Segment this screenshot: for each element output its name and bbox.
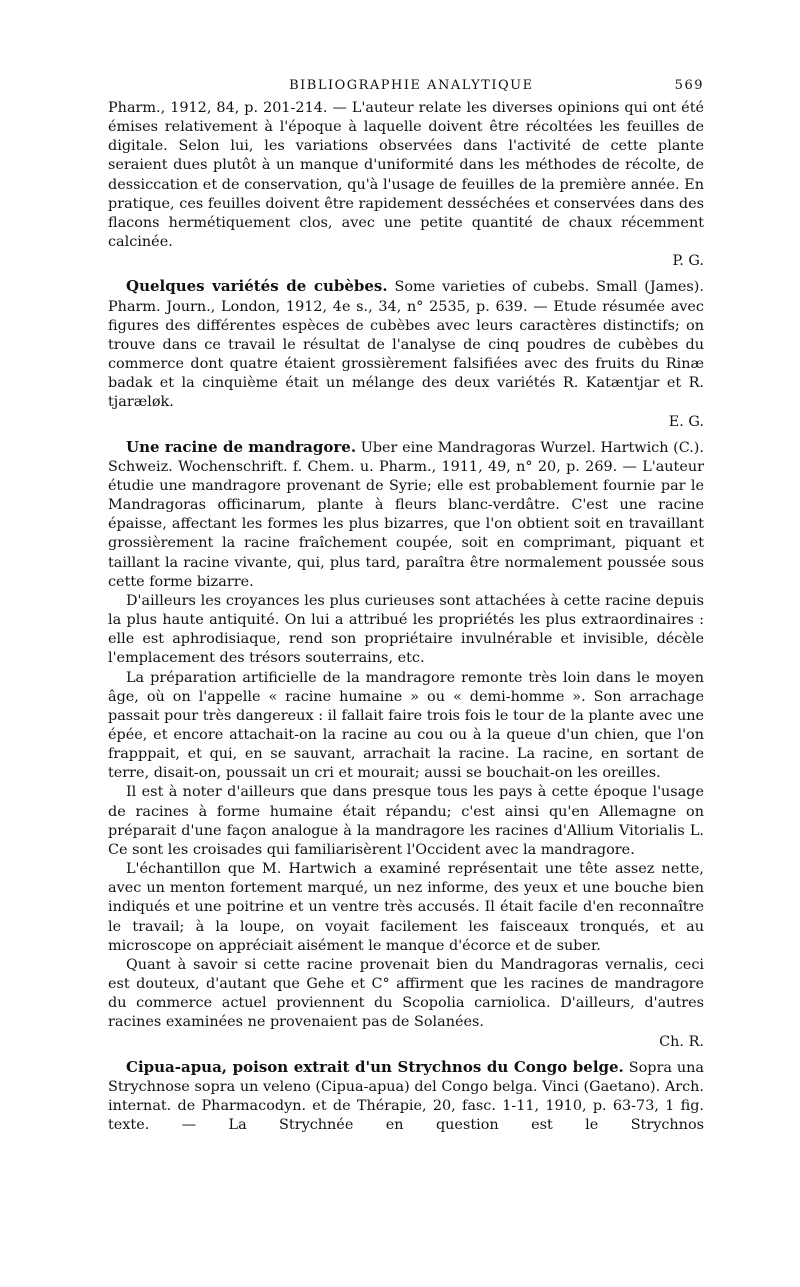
article-body xyxy=(108,99,704,1135)
entry-signature: E. G. xyxy=(668,413,704,430)
entry-mandragore xyxy=(108,438,704,1052)
entry-cipua-apua xyxy=(108,1058,704,1136)
entry-signature: P. G. xyxy=(672,253,704,270)
entry-paragraph: D'ailleurs les croyances les plus curieuses sont attachées à cette racine depuis la plus haute antiquité. On lui a attribué les propriétés les plus extraordinaires : elle est aphrodisiaque, rend son propriétaire invulnérable et invisible, décèle l'emplacement des trésors souterrains, etc. xyxy=(108,592,704,667)
entry-paragraph: Pharm., 1912, 84, p. 201-214. — L'auteur relate les diverses opinions qui ont été émises relativement à l'époque à laquelle doivent être récoltées les feuilles de digitale. Selon lui, les variations observées dans l'activité de cette plante seraient dues plutôt à un manque d'uniformité dans les méthodes de récolte, de dessiccation et de conservation, qu'à l'usage de feuilles de la première année. En pratique, ces feuilles doivent être rapidement desséchées et conservées dans des flacons hermétiquement clos, avec une petite quantité de chaux récemment calcinée. xyxy=(108,100,704,251)
entry-signature: Ch. R. xyxy=(659,1033,704,1050)
running-title: BIBLIOGRAPHIE ANALYTIQUE xyxy=(289,78,534,93)
entry-paragraph: Uber eine Mandragoras Wurzel. Hartwich (C.). Schweiz. Wochenschrift. f. Chem. u. Pharm., 1911, 49, n° 20, p. 269. — L'auteur étudie une mandragore provenant de Syrie; elle est probablement fournie par le Mandragoras officinarum, plante à fleurs blanc-verdâtre. C'est une racine épaisse, affectant les formes les plus bizarres, que l'on obtient soit en travaillant grossièrement la racine fraîchement coupée, soit en comprimant, piquant et taillant la racine vivante, qui, plus tard, paraîtra être normalement poussée sous cette forme bizarre. xyxy=(108,439,704,590)
page-number: 569 xyxy=(674,78,704,93)
running-header xyxy=(108,78,704,93)
entry-paragraph: L'échantillon que M. Hartwich a examiné représentait une tête assez nette, avec un menton fortement marqué, un nez informe, des yeux et une bouche bien indiqués et une poitrine et un ventre très accusés. Il était facile d'en reconnaître le travail; à la loupe, on voyait facilement les faisceaux tronqués, et au microscope on appréciait aisément le manque d'écorce et de suber. xyxy=(108,861,704,954)
entry-heading: Une racine de mandragore. xyxy=(126,437,357,456)
entry-body: Sopra una Strychnose sopra un veleno (Cipua-apua) del Congo belga. Vinci (Gaetano). Arch. internat. de Pharmacodyn. et de Thérapie, 20, fasc. 1-11, 1910, p. 63-73, 1 fig. texte. — La Strychnée en question est le Strychnos xyxy=(108,1059,705,1134)
entry-paragraph: La préparation artificielle de la mandragore remonte très loin dans le moyen âge, où on l'appelle « racine humaine » ou « demi-homme ». Son arrachage passait pour très dangereux : il fallait faire trois fois le tour de la plante avec une épée, et encore attachait-on la racine au cou ou à la queue d'un chien, que l'on frapppait, et qui, en se sauvant, arrachait la racine. La racine, en sortant de terre, disait-on, poussait un cri et mourait; aussi se bouchait-on les oreilles. xyxy=(108,669,704,782)
entry-body: Some varieties of cubebs. Small (James). Pharm. Journ., London, 1912, 4e s., 34, n° 2535, p. 639. — Etude résumée avec figures des différentes espèces de cubèbes avec leurs caractères distinctifs; on trouve dans ce travail le résultat de l'analyse de cinq poudres de cubèbes du commerce dont quatre étaient grossièrement falsifiées avec des fruits du Rinæ badak et la cinquième était un mélange des deux variétés R. Katæntjar et R. tjaræløk. xyxy=(108,279,704,411)
entry-paragraph: Il est à noter d'ailleurs que dans presque tous les pays à cette époque l'usage de racines à forme humaine était répandu; c'est ainsi qu'en Allemagne on préparait d'une façon analogue à la mandragore les racines d'Allium Vitorialis L. Ce sont les croisades qui familiarisèrent l'Occident avec la mandragore. xyxy=(108,784,704,858)
entry-heading: Quelques variétés de cubèbes. xyxy=(126,277,388,296)
entry-paragraph: Quant à savoir si cette racine provenait bien du Mandragoras vernalis, ceci est douteux, d'autant que Gehe et C° affirment que les racines de mandragore du commerce actuel proviennent du Scopolia carniolica. D'ailleurs, d'autres racines examinées ne provenaient pas de Solanées. xyxy=(108,956,704,1031)
entry-heading: Cipua-apua, poison extrait d'un Strychnos du Congo belge. xyxy=(126,1057,624,1076)
entry-cubebes xyxy=(108,277,704,431)
entry-digitale-continued xyxy=(108,99,704,271)
